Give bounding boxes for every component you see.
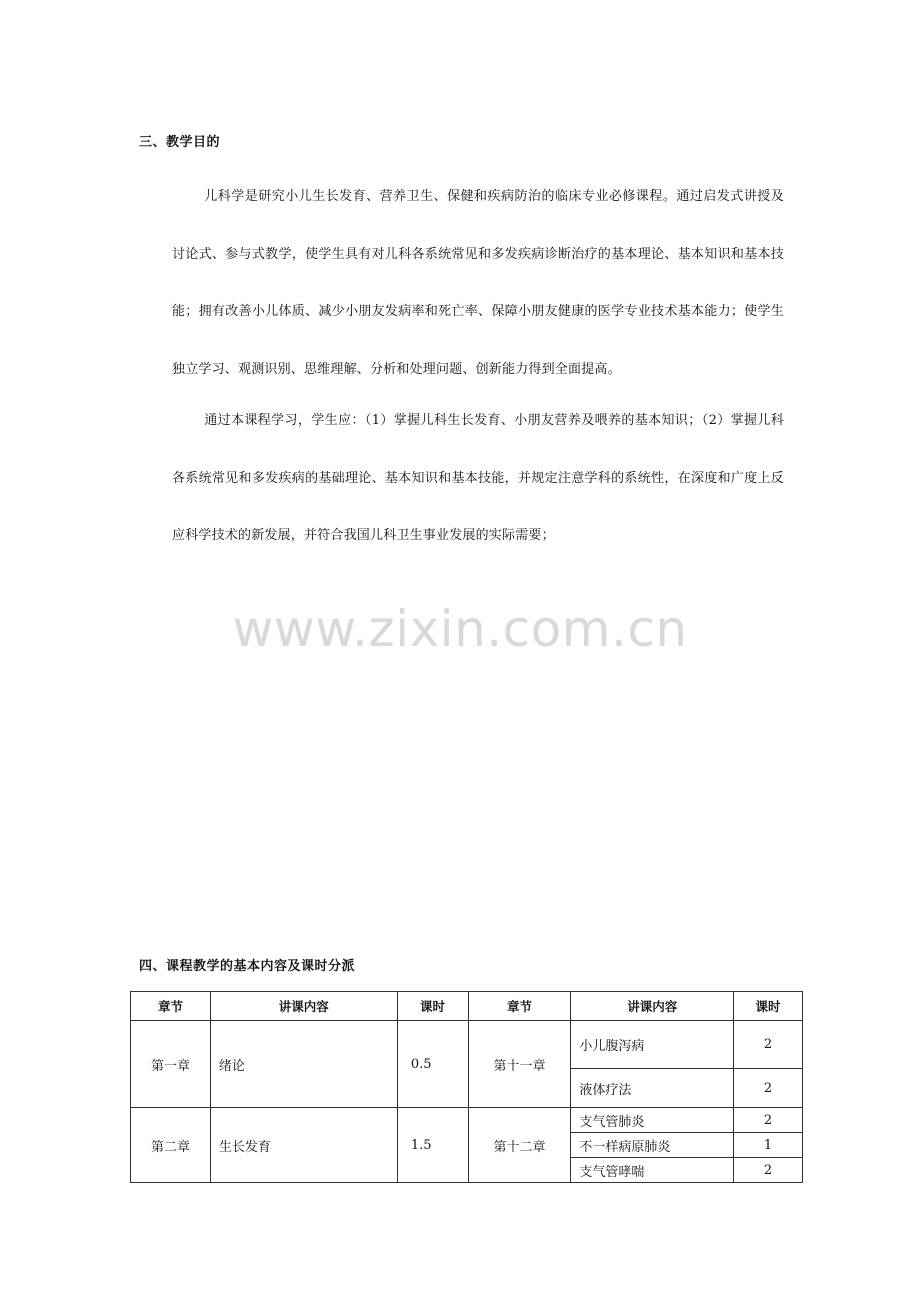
hours-cell: 2 xyxy=(734,1108,803,1133)
chapter-cell: 第二章 xyxy=(131,1108,211,1183)
content-cell: 液体疗法 xyxy=(571,1069,734,1108)
table-header-row xyxy=(131,992,803,1021)
section-4-title: 四、课程教学的基本内容及课时分派 xyxy=(139,959,356,974)
header-hours: 课时 xyxy=(397,992,468,1021)
hours-cell: 2 xyxy=(734,1069,803,1108)
header-chapter: 章节 xyxy=(468,992,571,1021)
paragraph-learning-goals xyxy=(172,392,784,565)
schedule-table xyxy=(130,991,803,1183)
hours-cell: 2 xyxy=(734,1158,803,1183)
hours-cell: 1.5 xyxy=(397,1108,468,1183)
watermark: www.zixin.com.cn xyxy=(232,600,688,658)
content-cell: 绪论 xyxy=(210,1021,397,1108)
table-row xyxy=(131,1108,803,1133)
content-cell: 支气管肺炎 xyxy=(571,1108,734,1133)
table-row xyxy=(131,1021,803,1069)
header-hours: 课时 xyxy=(734,992,803,1021)
paragraph-1-text: 儿科学是研究小儿生长发育、营养卫生、保健和疾病防治的临床专业必修课程。通过启发式讲授及讨论式、参与式教学，使学生具有对儿科各系统常见和多发疾病诊断治疗的基本理论、基本知识和基本技能；拥有改善小儿体质、减少小朋友发病率和死亡率、保障小朋友健康的医学专业技术基本能力；使学生独立学习、观测识别、思维理解、分析和处理问题、创新能力得到全面提高。 xyxy=(172,189,784,377)
content-cell: 不一样病原肺炎 xyxy=(571,1133,734,1158)
content-cell: 支气管哮喘 xyxy=(571,1158,734,1183)
content-cell: 小儿腹泻病 xyxy=(571,1021,734,1069)
chapter-cell: 第十一章 xyxy=(468,1021,571,1108)
paragraph-2-text: 通过本课程学习，学生应：（1）掌握儿科生长发育、小朋友营养及喂养的基本知识；（2）掌握儿科各系统常见和多发疾病的基础理论、基本知识和基本技能，并规定注意学科的系统性，在深度和广度上反应科学技术的新发展，并符合我国儿科卫生事业发展的实际需要； xyxy=(172,413,784,543)
chapter-cell: 第一章 xyxy=(131,1021,211,1108)
hours-cell: 2 xyxy=(734,1021,803,1069)
header-content: 讲课内容 xyxy=(210,992,397,1021)
hours-cell: 0.5 xyxy=(397,1021,468,1108)
section-3-title: 三、教学目的 xyxy=(139,135,221,150)
hours-cell: 1 xyxy=(734,1133,803,1158)
content-cell: 生长发育 xyxy=(210,1108,397,1183)
paragraph-course-purpose xyxy=(172,168,784,398)
chapter-cell: 第十二章 xyxy=(468,1108,571,1183)
header-chapter: 章节 xyxy=(131,992,211,1021)
header-content: 讲课内容 xyxy=(571,992,734,1021)
